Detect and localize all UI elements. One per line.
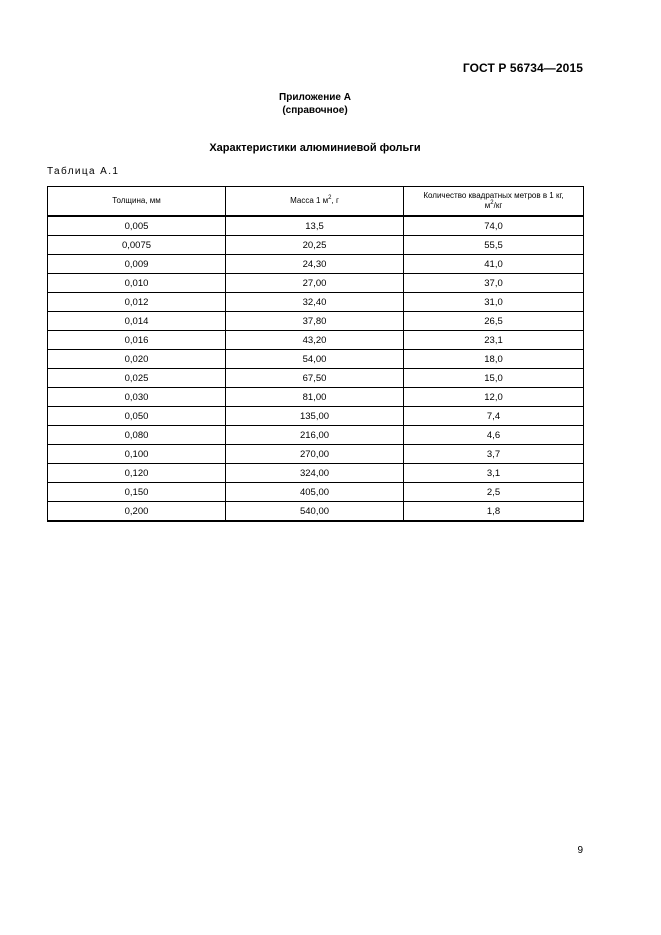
header-area-line1: Количество квадратных метров в 1 кг, xyxy=(423,191,564,200)
header-mass-suffix: , г xyxy=(331,196,339,205)
table-row xyxy=(48,502,584,522)
cell-area: 31,0 xyxy=(404,293,584,312)
cell-mass: 32,40 xyxy=(226,293,404,312)
cell-mass: 81,00 xyxy=(226,388,404,407)
standard-number: ГОСТ Р 56734—2015 xyxy=(462,61,583,75)
table-row xyxy=(48,388,584,407)
cell-thickness: 0,200 xyxy=(48,502,226,522)
cell-mass: 13,5 xyxy=(226,216,404,236)
table-row xyxy=(48,312,584,331)
header-area-line2-suffix: /кг xyxy=(493,201,503,210)
cell-mass: 27,00 xyxy=(226,274,404,293)
table-label: Таблица А.1 xyxy=(47,166,120,177)
cell-area: 41,0 xyxy=(404,255,584,274)
cell-mass: 540,00 xyxy=(226,502,404,522)
cell-mass: 20,25 xyxy=(226,236,404,255)
cell-area: 26,5 xyxy=(404,312,584,331)
cell-area: 4,6 xyxy=(404,426,584,445)
table-row xyxy=(48,274,584,293)
header-area-line2-prefix: м xyxy=(484,201,491,210)
cell-area: 3,1 xyxy=(404,464,584,483)
cell-area: 7,4 xyxy=(404,407,584,426)
table-row xyxy=(48,293,584,312)
cell-thickness: 0,150 xyxy=(48,483,226,502)
cell-thickness: 0,050 xyxy=(48,407,226,426)
foil-characteristics-table xyxy=(47,186,584,522)
annex-heading xyxy=(0,91,630,117)
cell-area: 2,5 xyxy=(404,483,584,502)
table-row xyxy=(48,464,584,483)
cell-thickness: 0,012 xyxy=(48,293,226,312)
cell-thickness: 0,100 xyxy=(48,445,226,464)
document-title: Характеристики алюминиевой фольги xyxy=(209,142,421,154)
header-area-per-kg xyxy=(404,187,584,217)
cell-thickness: 0,005 xyxy=(48,216,226,236)
cell-area: 18,0 xyxy=(404,350,584,369)
cell-mass: 405,00 xyxy=(226,483,404,502)
cell-mass: 54,00 xyxy=(226,350,404,369)
cell-mass: 24,30 xyxy=(226,255,404,274)
cell-area: 3,7 xyxy=(404,445,584,464)
cell-thickness: 0,014 xyxy=(48,312,226,331)
cell-thickness: 0,0075 xyxy=(48,236,226,255)
cell-thickness: 0,020 xyxy=(48,350,226,369)
table-row xyxy=(48,236,584,255)
header-mass-sup: 2 xyxy=(328,195,332,201)
cell-thickness: 0,009 xyxy=(48,255,226,274)
cell-thickness: 0,120 xyxy=(48,464,226,483)
cell-thickness: 0,010 xyxy=(48,274,226,293)
annex-status: (справочное) xyxy=(282,105,348,116)
cell-area: 12,0 xyxy=(404,388,584,407)
table-row xyxy=(48,350,584,369)
cell-area: 55,5 xyxy=(404,236,584,255)
cell-mass: 135,00 xyxy=(226,407,404,426)
table-row xyxy=(48,216,584,236)
table-row xyxy=(48,369,584,388)
header-thickness: Толщина, мм xyxy=(48,187,226,217)
cell-mass: 216,00 xyxy=(226,426,404,445)
cell-area: 23,1 xyxy=(404,331,584,350)
cell-thickness: 0,080 xyxy=(48,426,226,445)
table-row xyxy=(48,483,584,502)
table-row xyxy=(48,255,584,274)
header-area-line2-sup: 2 xyxy=(490,200,494,206)
cell-area: 74,0 xyxy=(404,216,584,236)
header-mass-prefix: Масса 1 м xyxy=(290,196,329,205)
cell-thickness: 0,030 xyxy=(48,388,226,407)
table-row xyxy=(48,331,584,350)
table-header-row xyxy=(48,187,584,217)
cell-thickness: 0,016 xyxy=(48,331,226,350)
cell-mass: 67,50 xyxy=(226,369,404,388)
cell-mass: 324,00 xyxy=(226,464,404,483)
table-row xyxy=(48,426,584,445)
cell-area: 15,0 xyxy=(404,369,584,388)
cell-mass: 37,80 xyxy=(226,312,404,331)
cell-mass: 270,00 xyxy=(226,445,404,464)
table-row xyxy=(48,445,584,464)
table-row xyxy=(48,407,584,426)
cell-mass: 43,20 xyxy=(226,331,404,350)
cell-area: 37,0 xyxy=(404,274,584,293)
cell-area: 1,8 xyxy=(404,502,584,522)
cell-thickness: 0,025 xyxy=(48,369,226,388)
annex-title: Приложение А xyxy=(279,92,351,103)
header-mass xyxy=(226,187,404,217)
page-number: 9 xyxy=(577,845,583,856)
